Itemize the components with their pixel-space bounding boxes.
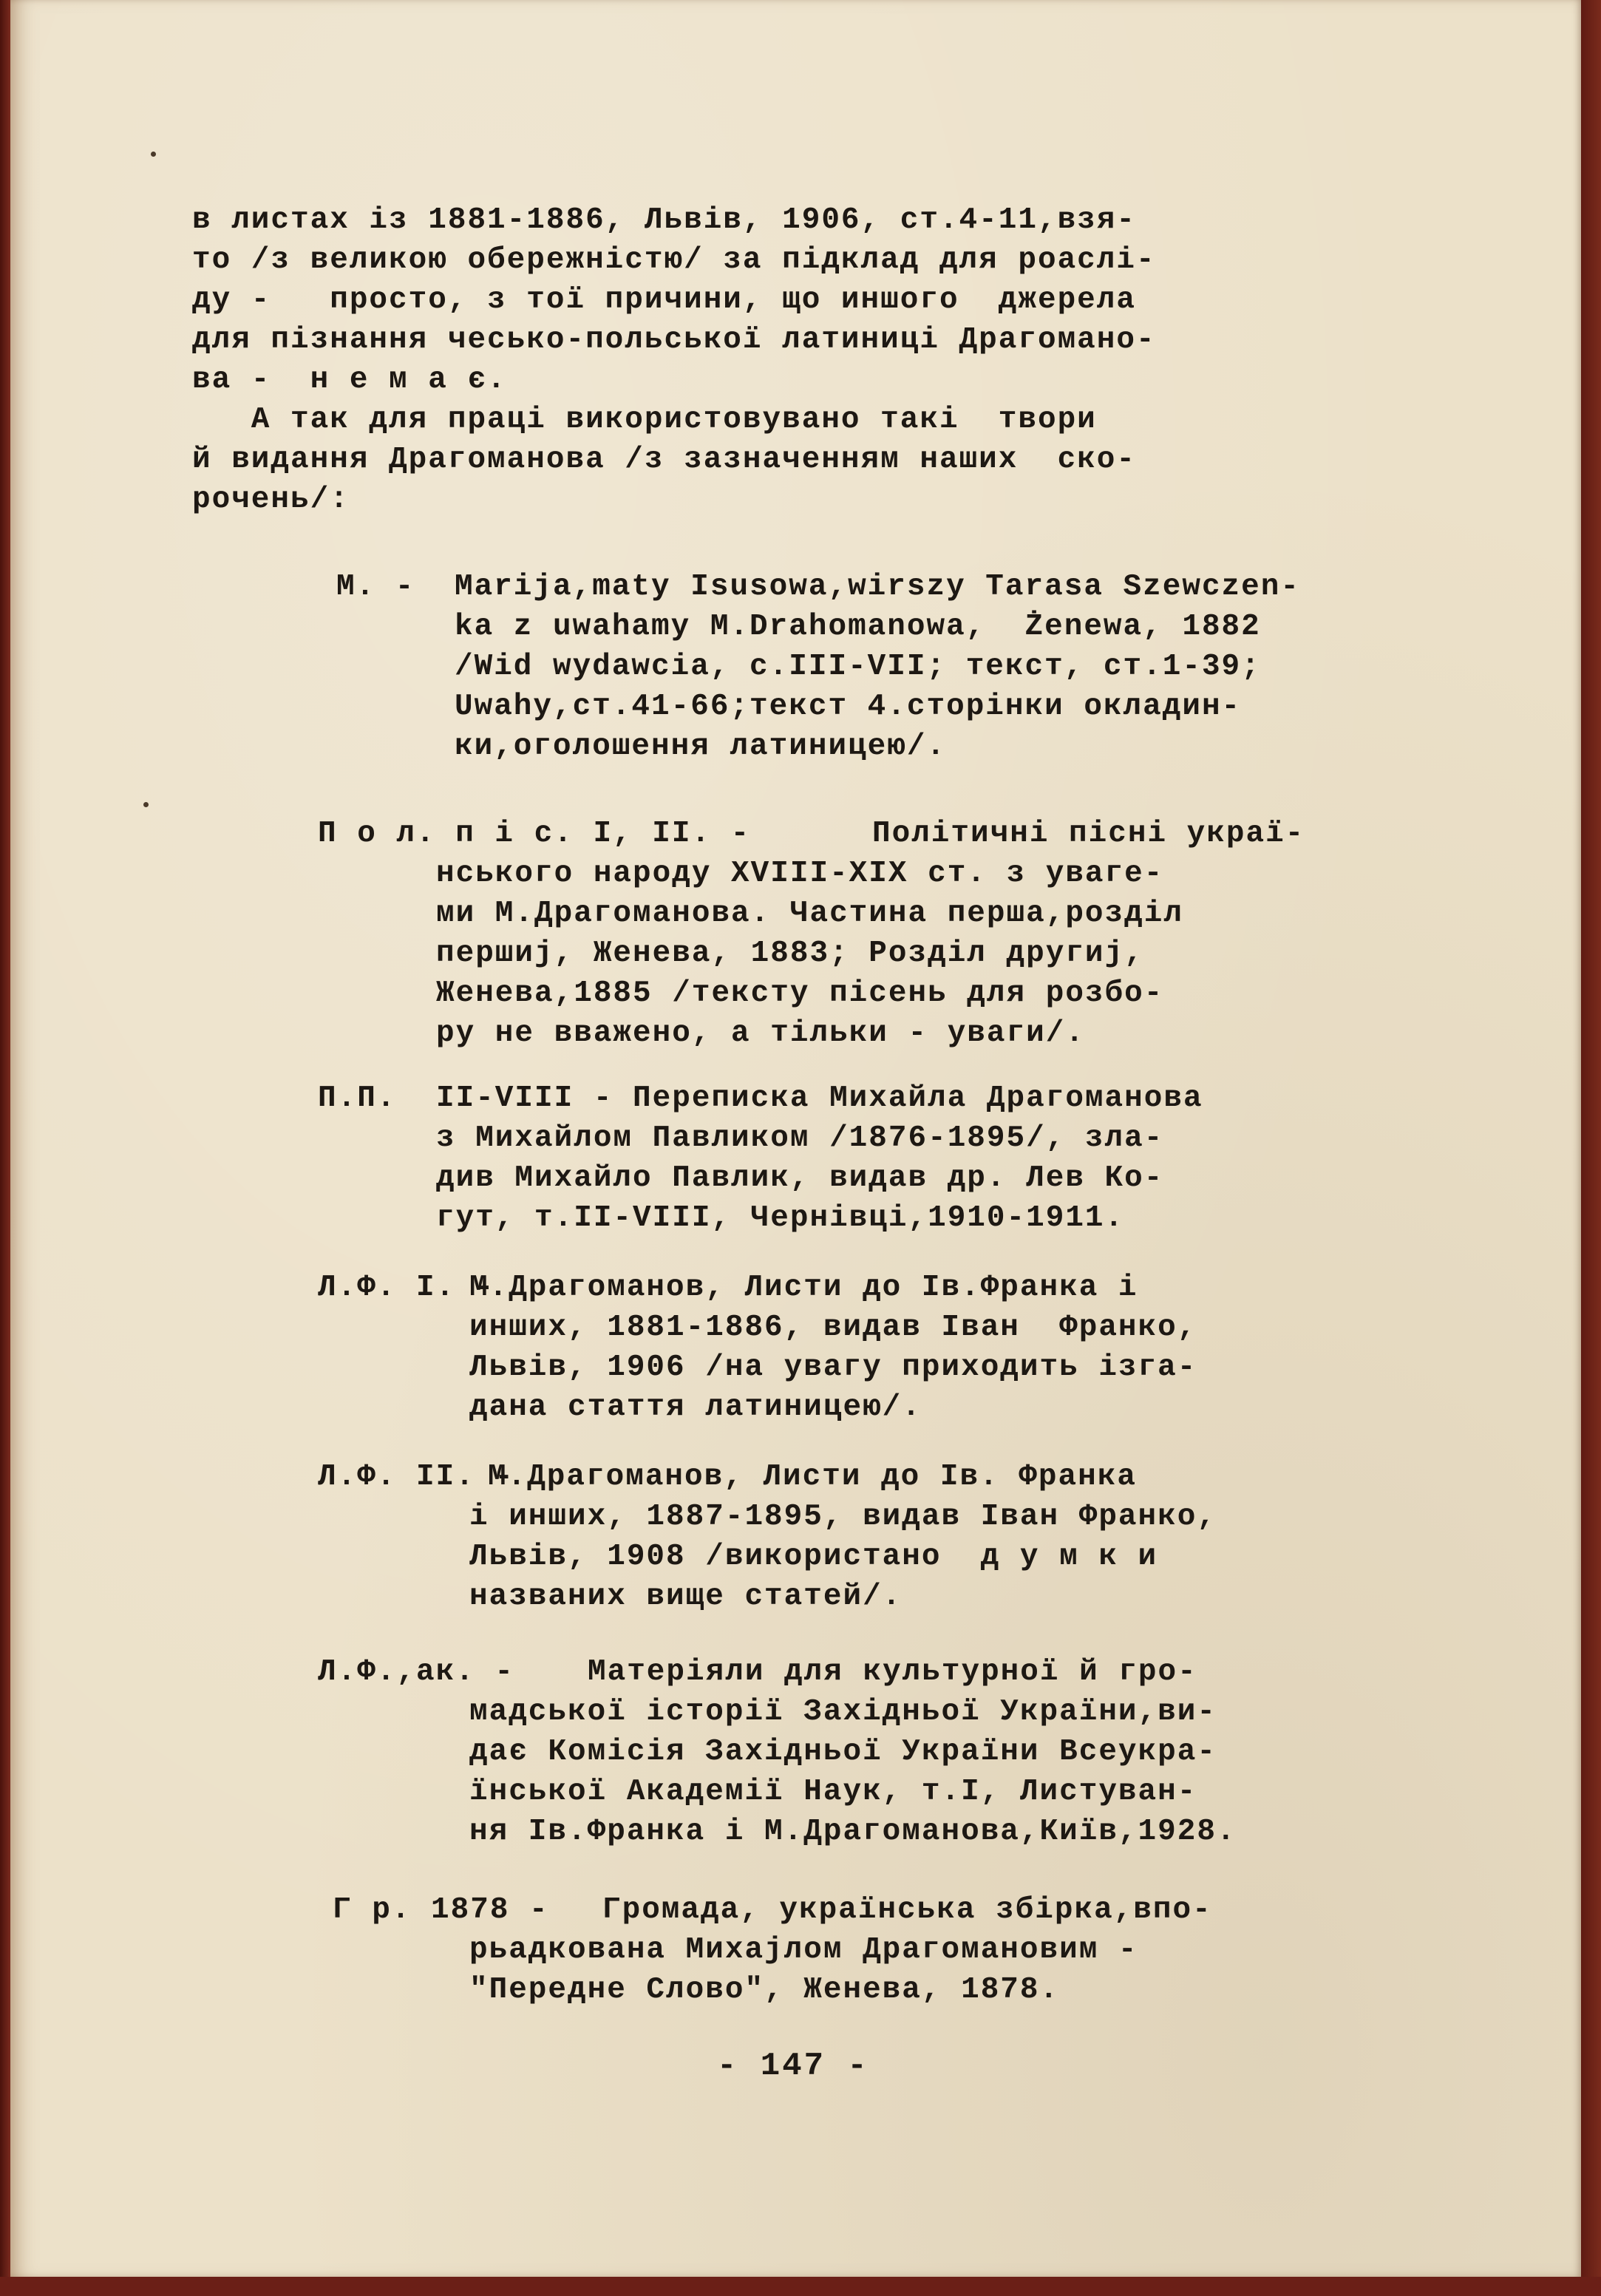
entry-line: Женева,1885 /тексту пісень для розбо- bbox=[436, 977, 1164, 1011]
entry-line: і инших, 1887-1895, видав Іван Франко, bbox=[469, 1500, 1217, 1534]
entry-line: ми М.Драгоманова. Частина перша,розділ bbox=[436, 897, 1183, 931]
entry-abbreviation: П.П. bbox=[318, 1081, 397, 1115]
speck bbox=[151, 152, 156, 157]
entry-abbreviation: Л.Ф. II. - bbox=[318, 1460, 515, 1494]
entry-line: Львів, 1908 /використано д у м к и bbox=[469, 1540, 1158, 1574]
intro-line: в листах із 1881-1886, Львів, 1906, ст.4-11,взя- bbox=[192, 203, 1136, 237]
entry-line: гут, т.II-VIII, Чернівці,1910-1911. bbox=[436, 1201, 1125, 1235]
entry-line: Uwahy,ст.41-66;текст 4.сторінки окладин- bbox=[455, 690, 1242, 724]
intro-line: для пізнання чесько-польської латиниці Драгомано- bbox=[192, 323, 1156, 357]
entry-line: инших, 1881-1886, видав Іван Франко, bbox=[469, 1311, 1197, 1345]
entry-line: їнської Академії Наук, т.І, Листуван- bbox=[469, 1775, 1197, 1809]
entry-line: ka z uwahamy M.Drahomanowa, Żenewa, 1882 bbox=[455, 610, 1261, 644]
entry-abbreviation: Л.Ф. I. - bbox=[318, 1271, 495, 1305]
entry-line: нського народу XVIII-XIX ст. з уваге- bbox=[436, 857, 1164, 891]
entry-line: М.Драгоманов, Листи до Ів. Франка bbox=[488, 1460, 1137, 1494]
entry-line: з Михайлом Павликом /1876-1895/, зла- bbox=[436, 1121, 1164, 1155]
entry-line: першиј, Женева, 1883; Розділ другиј, bbox=[436, 937, 1144, 971]
page-edge-right bbox=[1581, 0, 1601, 2296]
page-number: - 147 - bbox=[717, 2048, 869, 2085]
speck bbox=[143, 802, 149, 807]
entry-line: дає Комісія Західньої України Всеукра- bbox=[469, 1735, 1217, 1769]
intro-line: й видання Драгоманова /з зазначенням наших ско- bbox=[192, 443, 1136, 477]
intro-line: А так для праці використовувано такі твори bbox=[192, 403, 1097, 437]
entry-line: /Wid wydawcia, c.III-VII; текст, ст.1-39; bbox=[455, 650, 1261, 684]
intro-line: ва - н е м а є. bbox=[192, 363, 507, 397]
entry-line: див Михайло Павлик, видав др. Лев Ко- bbox=[436, 1161, 1164, 1195]
entry-line: ру не вважено, а тільки - уваги/. bbox=[436, 1016, 1085, 1050]
entry-abbreviation: M. - bbox=[336, 570, 415, 604]
entry-line: названих вище статей/. bbox=[469, 1580, 903, 1614]
entry-line: Матеріяли для культурної й гро- bbox=[588, 1655, 1197, 1689]
entry-line: мадської історії Західньої України,ви- bbox=[469, 1695, 1217, 1729]
page-edge-bottom bbox=[0, 2277, 1601, 2296]
entry-line: рьадкована Михајлом Драгомановим - bbox=[469, 1933, 1138, 1967]
intro-line: то /з великою обережністю/ за підклад для роаслі- bbox=[192, 243, 1156, 277]
entry-line: Marija,maty Isusowa,wirszy Tarasa Szewczen- bbox=[455, 570, 1300, 604]
intro-line: ду - просто, з тої причини, що иншого джерела bbox=[192, 283, 1136, 317]
entry-line: II-VIII - Переписка Михайла Драгоманова bbox=[436, 1081, 1203, 1115]
entry-line: ня Ів.Франка і М.Драгоманова,Київ,1928. bbox=[469, 1815, 1237, 1849]
entry-line: Політичні пісні украї- bbox=[872, 817, 1305, 851]
entry-line: Громада, українська збірка,впо- bbox=[602, 1893, 1212, 1927]
entry-line: М.Драгоманов, Листи до Ів.Франка і bbox=[469, 1271, 1138, 1305]
entry-line: "Передне Слово", Женева, 1878. bbox=[469, 1973, 1060, 2007]
entry-line: Львів, 1906 /на увагу приходить ізга- bbox=[469, 1351, 1197, 1385]
entry-line: дана стаття латиницею/. bbox=[469, 1390, 922, 1424]
intro-line: рочень/: bbox=[192, 483, 350, 517]
entry-abbreviation: Г р. 1878 - bbox=[333, 1893, 549, 1927]
entry-line: ки,оголошення латиницею/. bbox=[455, 730, 947, 764]
entry-abbreviation: Л.Ф.,ак. - bbox=[318, 1655, 515, 1689]
entry-abbreviation: П о л. п і с. І, ІІ. - bbox=[318, 817, 751, 851]
book-spine bbox=[0, 0, 10, 2296]
